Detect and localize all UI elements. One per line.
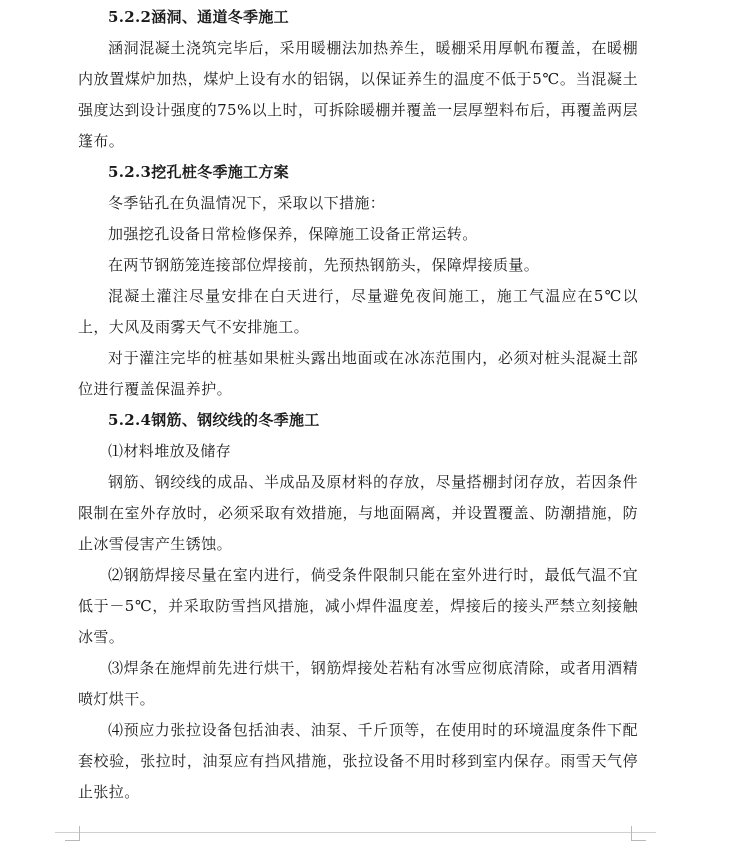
paragraph-material-storage: 钢筋、钢绞线的成品、半成品及原材料的存放，尽量搭棚封闭存放，若因条件限制在室外存放时，必须采取有效措施，与地面隔离，并设置覆盖、防潮措施，防止冰雪侵害产生锈蚀。 (78, 473, 638, 553)
paragraph-pile-preheat: 在两节钢筋笼连接部位焊接前，先预热钢筋头，保障焊接质量。 (108, 256, 540, 274)
page-corner-mark-left (65, 826, 80, 841)
paragraph-pile-intro: 冬季钻孔在负温情况下，采取以下措施： (108, 194, 386, 212)
paragraph-rebar-welding: ⑵钢筋焊接尽量在室内进行，倘受条件限制只能在室外进行时，最低气温不宜低于－5℃，并采取防雪挡风措施，减小焊件温度差，焊接后的接头严禁立刻接触冰雪。 (78, 566, 638, 646)
section-heading-rebar-strand: 5.2.4钢筋、钢绞线的冬季施工 (108, 411, 320, 429)
section-heading-bored-pile: 5.2.3挖孔桩冬季施工方案 (108, 163, 289, 181)
paragraph-pile-concrete: 混凝土灌注尽量安排在白天进行，尽量避免夜间施工，施工气温应在5℃以上，大风及雨雾天气不安排施工。 (78, 287, 638, 336)
paragraph-pile-equipment: 加强挖孔设备日常检修保养，保障施工设备正常运转。 (108, 225, 478, 243)
paragraph-tensioning-equipment: ⑷预应力张拉设备包括油表、油泵、千斤顶等，在使用时的环境温度条件下配套校验，张拉时，油泵应有挡风措施，张拉设备不用时移到室内保存。雨雪天气停止张拉。 (78, 721, 638, 801)
section-heading-culvert: 5.2.2涵洞、通道冬季施工 (108, 8, 289, 26)
paragraph-material-storage-title: ⑴材料堆放及储存 (108, 442, 232, 460)
page-corner-mark-right (631, 826, 646, 841)
paragraph-electrode-drying: ⑶焊条在施焊前先进行烘干，钢筋焊接处若粘有冰雪应彻底清除，或者用酒精喷灯烘干。 (78, 659, 638, 708)
document-body (78, 2, 638, 808)
paragraph-culvert-curing: 涵洞混凝土浇筑完毕后，采用暖棚法加热养生，暖棚采用厚帆布覆盖，在暖棚内放置煤炉加热，煤炉上设有水的铝锅，以保证养生的温度不低于5℃。当混凝土强度达到设计强度的75%以上时，可拆除暖棚并覆盖一层厚塑料布后，再覆盖两层篷布。 (78, 39, 638, 150)
paragraph-pile-insulation: 对于灌注完毕的桩基如果桩头露出地面或在冰冻范围内，必须对桩头混凝土部位进行覆盖保温养护。 (78, 349, 638, 398)
page-bottom-edge (55, 832, 656, 833)
